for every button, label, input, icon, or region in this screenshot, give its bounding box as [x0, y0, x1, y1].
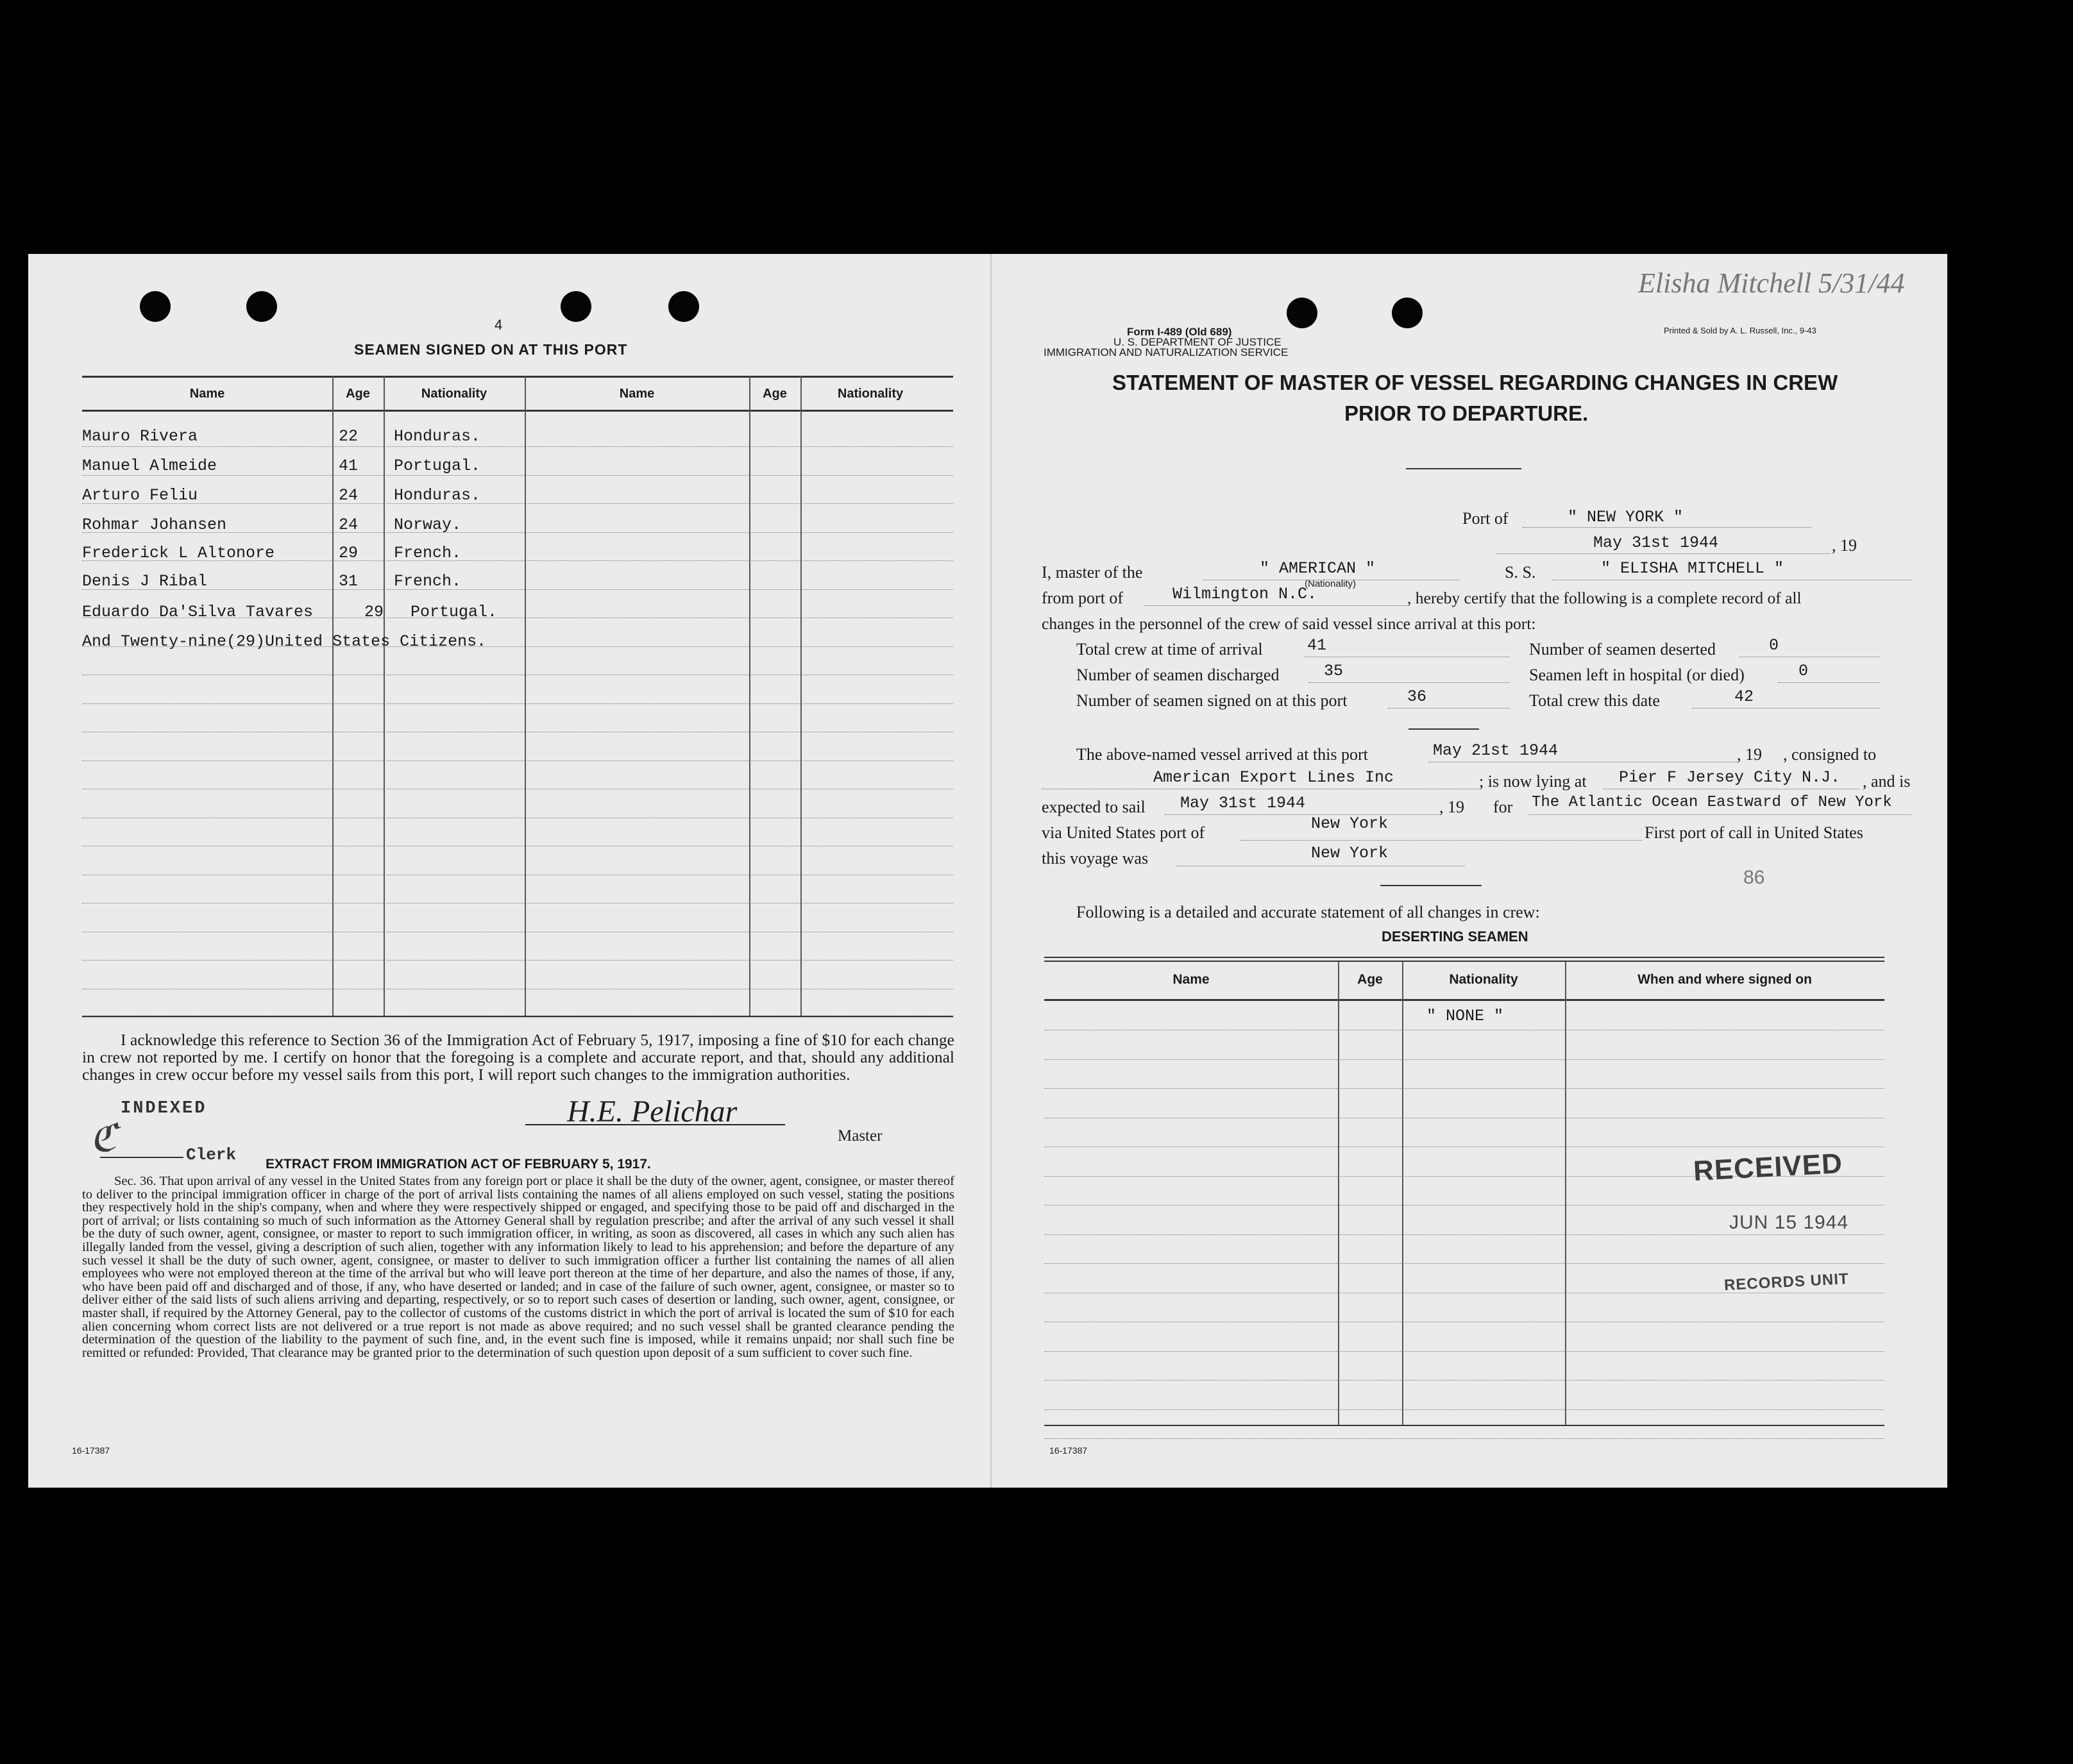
for-value: The Atlantic Ocean Eastward of New York: [1532, 794, 1892, 811]
total-arrival-label: Total crew at time of arrival: [1076, 640, 1263, 659]
punch-hole: [561, 291, 591, 322]
table-rule: [82, 503, 953, 504]
consigned-label: , consigned to: [1783, 745, 1877, 764]
arrived-value: May 21st 1944: [1433, 741, 1559, 760]
date-value: May 31st 1944: [1593, 533, 1719, 552]
nationality-caption: (Nationality): [1305, 578, 1357, 589]
voyage-label: this voyage was: [1042, 849, 1149, 868]
row-2-name: Manuel Almeide: [82, 457, 217, 475]
total-date-field: [1692, 689, 1879, 709]
deserting-col-name: Name: [1172, 972, 1210, 987]
row-1-age: 22: [339, 427, 359, 446]
row-3-name: Arturo Feliu: [82, 486, 198, 505]
deserted-value: 0: [1769, 636, 1779, 655]
hospital-label: Seamen left in hospital (or died): [1529, 666, 1745, 684]
title-line-1: STATEMENT OF MASTER OF VESSEL REGARDING CHANGES IN CREW: [1112, 371, 1838, 394]
title-rule: [1406, 468, 1521, 469]
consignee-value: American Export Lines Inc: [1153, 768, 1394, 787]
via-label: via United States port of: [1042, 823, 1205, 842]
table-bottom-rule: [82, 1016, 953, 1017]
row-6-age: 31: [339, 572, 359, 591]
signed-on-value: 36: [1407, 687, 1427, 706]
nationality-value: " AMERICAN ": [1260, 559, 1376, 578]
table-rule: [1044, 1380, 1884, 1381]
left-heading: SEAMEN SIGNED ON AT THIS PORT: [354, 341, 628, 358]
received-stamp: RECEIVED: [1692, 1147, 1844, 1188]
deserting-seamen-table: [1044, 957, 1884, 1426]
deserted-field: [1739, 637, 1879, 657]
table-header: [82, 376, 953, 412]
records-unit-stamp: RECORDS UNIT: [1723, 1270, 1850, 1295]
left-form-code: 16-17387: [72, 1445, 110, 1456]
total-arrival-value: 41: [1307, 636, 1327, 655]
right-form-code: 16-17387: [1049, 1445, 1088, 1456]
ship-value: " ELISHA MITCHELL ": [1601, 559, 1784, 578]
clerk-line: [100, 1157, 183, 1158]
discharged-value: 35: [1324, 662, 1344, 680]
total-date-label: Total crew this date: [1529, 691, 1660, 710]
row-7-age: 29: [364, 603, 384, 621]
discharged-label: Number of seamen discharged: [1076, 666, 1280, 684]
col-header-age: Age: [346, 387, 370, 401]
total-date-value: 42: [1734, 687, 1754, 706]
date-year-suffix: , 19: [1832, 536, 1857, 555]
deserting-entry: " NONE ": [1426, 1007, 1504, 1025]
punch-hole: [140, 291, 171, 322]
master-label: Master: [838, 1127, 883, 1145]
via-value: New York: [1311, 814, 1389, 833]
count-rule: [1409, 728, 1479, 730]
following-text: Following is a detailed and accurate statement of all changes in crew:: [1076, 903, 1540, 921]
row-3-age: 24: [339, 486, 359, 505]
table-rule: [82, 960, 953, 961]
department: U. S. DEPARTMENT OF JUSTICE: [1113, 336, 1282, 348]
port-label: Port of: [1462, 509, 1509, 528]
certify-text-a: , hereby certify that the following is a complete record of all: [1407, 589, 1802, 607]
clerk-label: Clerk: [186, 1145, 237, 1164]
voyage-value: New York: [1311, 844, 1389, 862]
expected-value: May 31st 1944: [1180, 794, 1306, 812]
first-port-label: First port of call in United States: [1645, 823, 1863, 842]
for-label: for: [1493, 798, 1513, 816]
punch-hole: [1287, 298, 1317, 328]
row-5-name: Frederick L Altonore: [82, 544, 275, 562]
clerk-initial: ℭ: [90, 1117, 117, 1159]
from-port-value: Wilmington N.C.: [1172, 585, 1317, 603]
punch-hole: [246, 291, 277, 322]
extract-title: EXTRACT FROM IMMIGRATION ACT OF FEBRUARY 5, 1917.: [266, 1157, 651, 1172]
lying-label: ; is now lying at: [1479, 772, 1587, 791]
row-6-nationality: French.: [394, 572, 462, 591]
col-header-name-2: Name: [619, 387, 655, 401]
row-7-name: Eduardo Da'Silva Tavares: [82, 603, 314, 621]
total-arrival-field: [1305, 637, 1510, 657]
table-rule: [1044, 1263, 1884, 1264]
printer-note: Printed & Sold by A. L. Russell, Inc., 9-43: [1664, 326, 1816, 335]
table-rule: [82, 589, 953, 590]
row-4-age: 24: [339, 516, 359, 534]
table-rule: [1044, 1438, 1884, 1439]
row-5-nationality: French.: [394, 544, 462, 562]
row-2-nationality: Portugal.: [394, 457, 481, 475]
expected-label: expected to sail: [1042, 798, 1146, 816]
punch-hole: [1392, 298, 1423, 328]
col-header-nationality-2: Nationality: [837, 387, 904, 401]
signed-on-field: [1388, 689, 1510, 709]
deserting-heading: DESERTING SEAMEN: [1382, 928, 1528, 945]
indexed-stamp: INDEXED: [121, 1099, 207, 1118]
row-8-name: And Twenty-nine(29)United States Citizens.: [82, 632, 487, 651]
master-signature: H.E. Pelichar: [567, 1095, 738, 1129]
ss-label: S. S.: [1505, 563, 1536, 582]
row-7-nationality: Portugal.: [410, 603, 498, 621]
corner-note: Elisha Mitchell 5/31/44: [1638, 267, 1905, 299]
row-1-nationality: Honduras.: [394, 427, 481, 446]
page-number: 4: [495, 317, 503, 333]
deserting-col-age: Age: [1357, 972, 1383, 987]
table-rule: [82, 446, 953, 447]
row-6-name: Denis J Ribal: [82, 572, 208, 591]
row-4-name: Rohmar Johansen: [82, 516, 227, 534]
port-value: " NEW YORK ": [1568, 508, 1684, 526]
signed-on-label: Number of seamen signed on at this port: [1076, 691, 1348, 710]
title-line-2: PRIOR TO DEPARTURE.: [1344, 401, 1589, 425]
table-rule: [1044, 1234, 1884, 1235]
row-1-name: Mauro Rivera: [82, 427, 198, 446]
margin-number: 86: [1743, 867, 1765, 888]
page-fold: [990, 254, 992, 1488]
deserting-col-nationality: Nationality: [1449, 972, 1518, 987]
service: IMMIGRATION AND NATURALIZATION SERVICE: [1044, 346, 1289, 358]
extract-text: Sec. 36. That upon arrival of any vessel in the United States from any foreign port or place it shall be the duty of the owner, agent, consignee, or master thereof to deliver to the principal immigration officer in charge of the port of arrival lists containing the names of all aliens employed on such vessel, stating the positions they respectively hold in the ship's company, when and where they were respectively shipped or engaged, and specifying those to be paid off and discharged in the port of arrival; or lists containing so much of such information as the Attorney General shall by regulation prescribe; and after the arrival of any such vessel it shall be the duty of such owner, agent, consignee, or master to report to such immigration officer, in writing, as soon as discovered, all cases in which any such alien has illegally landed from the vessel, giving a description of such alien, together with any information likely to lead to his apprehension; and before the departure of any such vessel it shall be the duty of such owner, agent, consignee, or master to deliver to such immigration officer a further list containing the names of all alien employees who were not employed thereon at the time of the arrival but who will leave port thereon at the time of her departure, and also the names of those, if any, who have been paid off and discharged and of those, if any, who have deserted or landed; and in case of the failure of such owner, agent, consignee, or master so to deliver either of the said lists of such aliens arriving and departing, respectively, or so to report such cases of desertion or landing, such owner, agent, consignee, or master shall, if required by the Attorney General, pay to the collector of customs of the customs district in which the port of arrival is located the sum of $10 for each alien concerning whom correct lists are not delivered or a true report is not made as above required; and no such vessel shall be granted clearance pending the determination of the question of the liability to the payment of such fine, and, in the event such fine is imposed, while it remains unpaid; nor shall such fine be remitted or refunded: Provided, That clearance may be granted prior to the determination of such question upon deposit of a sum sufficient to cover such fine.: [82, 1174, 954, 1360]
table-rule: [1044, 1409, 1884, 1410]
punch-hole: [668, 291, 699, 322]
col-header-nationality: Nationality: [421, 387, 487, 401]
acknowledgment-text: I acknowledge this reference to Section 36 of the Immigration Act of February 5, 1917, imposing a fine of $10 for each change in crew not reported by me. I certify on honor that the foregoing is a complete and accurate report, and that, should any additional changes in crew occur before my vessel sails from this port, I will report such changes to the immigration authorities.: [82, 1030, 954, 1084]
arrived-label: The above-named vessel arrived at this port: [1076, 745, 1368, 764]
hospital-value: 0: [1798, 662, 1809, 680]
table-rule: [1044, 1059, 1884, 1060]
document-sheet: [28, 254, 1947, 1488]
col-header-age-2: Age: [763, 387, 787, 401]
deserting-col-signed-on: When and where signed on: [1637, 972, 1812, 987]
received-date: JUN 15 1944: [1729, 1212, 1849, 1233]
deserted-label: Number of seamen deserted: [1529, 640, 1716, 659]
hospital-field: [1778, 663, 1879, 683]
arrived-year-suffix: , 19: [1737, 745, 1762, 764]
col-header-name: Name: [189, 387, 225, 401]
row-2-age: 41: [339, 457, 359, 475]
expected-year-suffix: , 19: [1439, 798, 1464, 816]
and-is-label: , and is: [1863, 772, 1911, 791]
voyage-rule: [1380, 885, 1482, 886]
form-number: Form I-489 (Old 689): [1127, 326, 1232, 338]
table-rule: [1044, 1088, 1884, 1089]
lying-value: Pier F Jersey City N.J.: [1619, 768, 1841, 787]
table-rule: [82, 760, 953, 761]
table-rule: [1044, 1351, 1884, 1352]
signed-on-table: [82, 376, 953, 1017]
row-5-age: 29: [339, 544, 359, 562]
table-bottom-rule: [1044, 1425, 1884, 1426]
row-4-nationality: Norway.: [394, 516, 462, 534]
from-port-label: from port of: [1042, 589, 1124, 607]
table-rule: [82, 1017, 953, 1018]
table-rule: [82, 703, 953, 704]
via-field: [1240, 821, 1642, 841]
master-of-label: I, master of the: [1042, 563, 1143, 582]
certify-text-b: changes in the personnel of the crew of said vessel since arrival at this port:: [1042, 614, 1536, 633]
row-3-nationality: Honduras.: [394, 486, 481, 505]
